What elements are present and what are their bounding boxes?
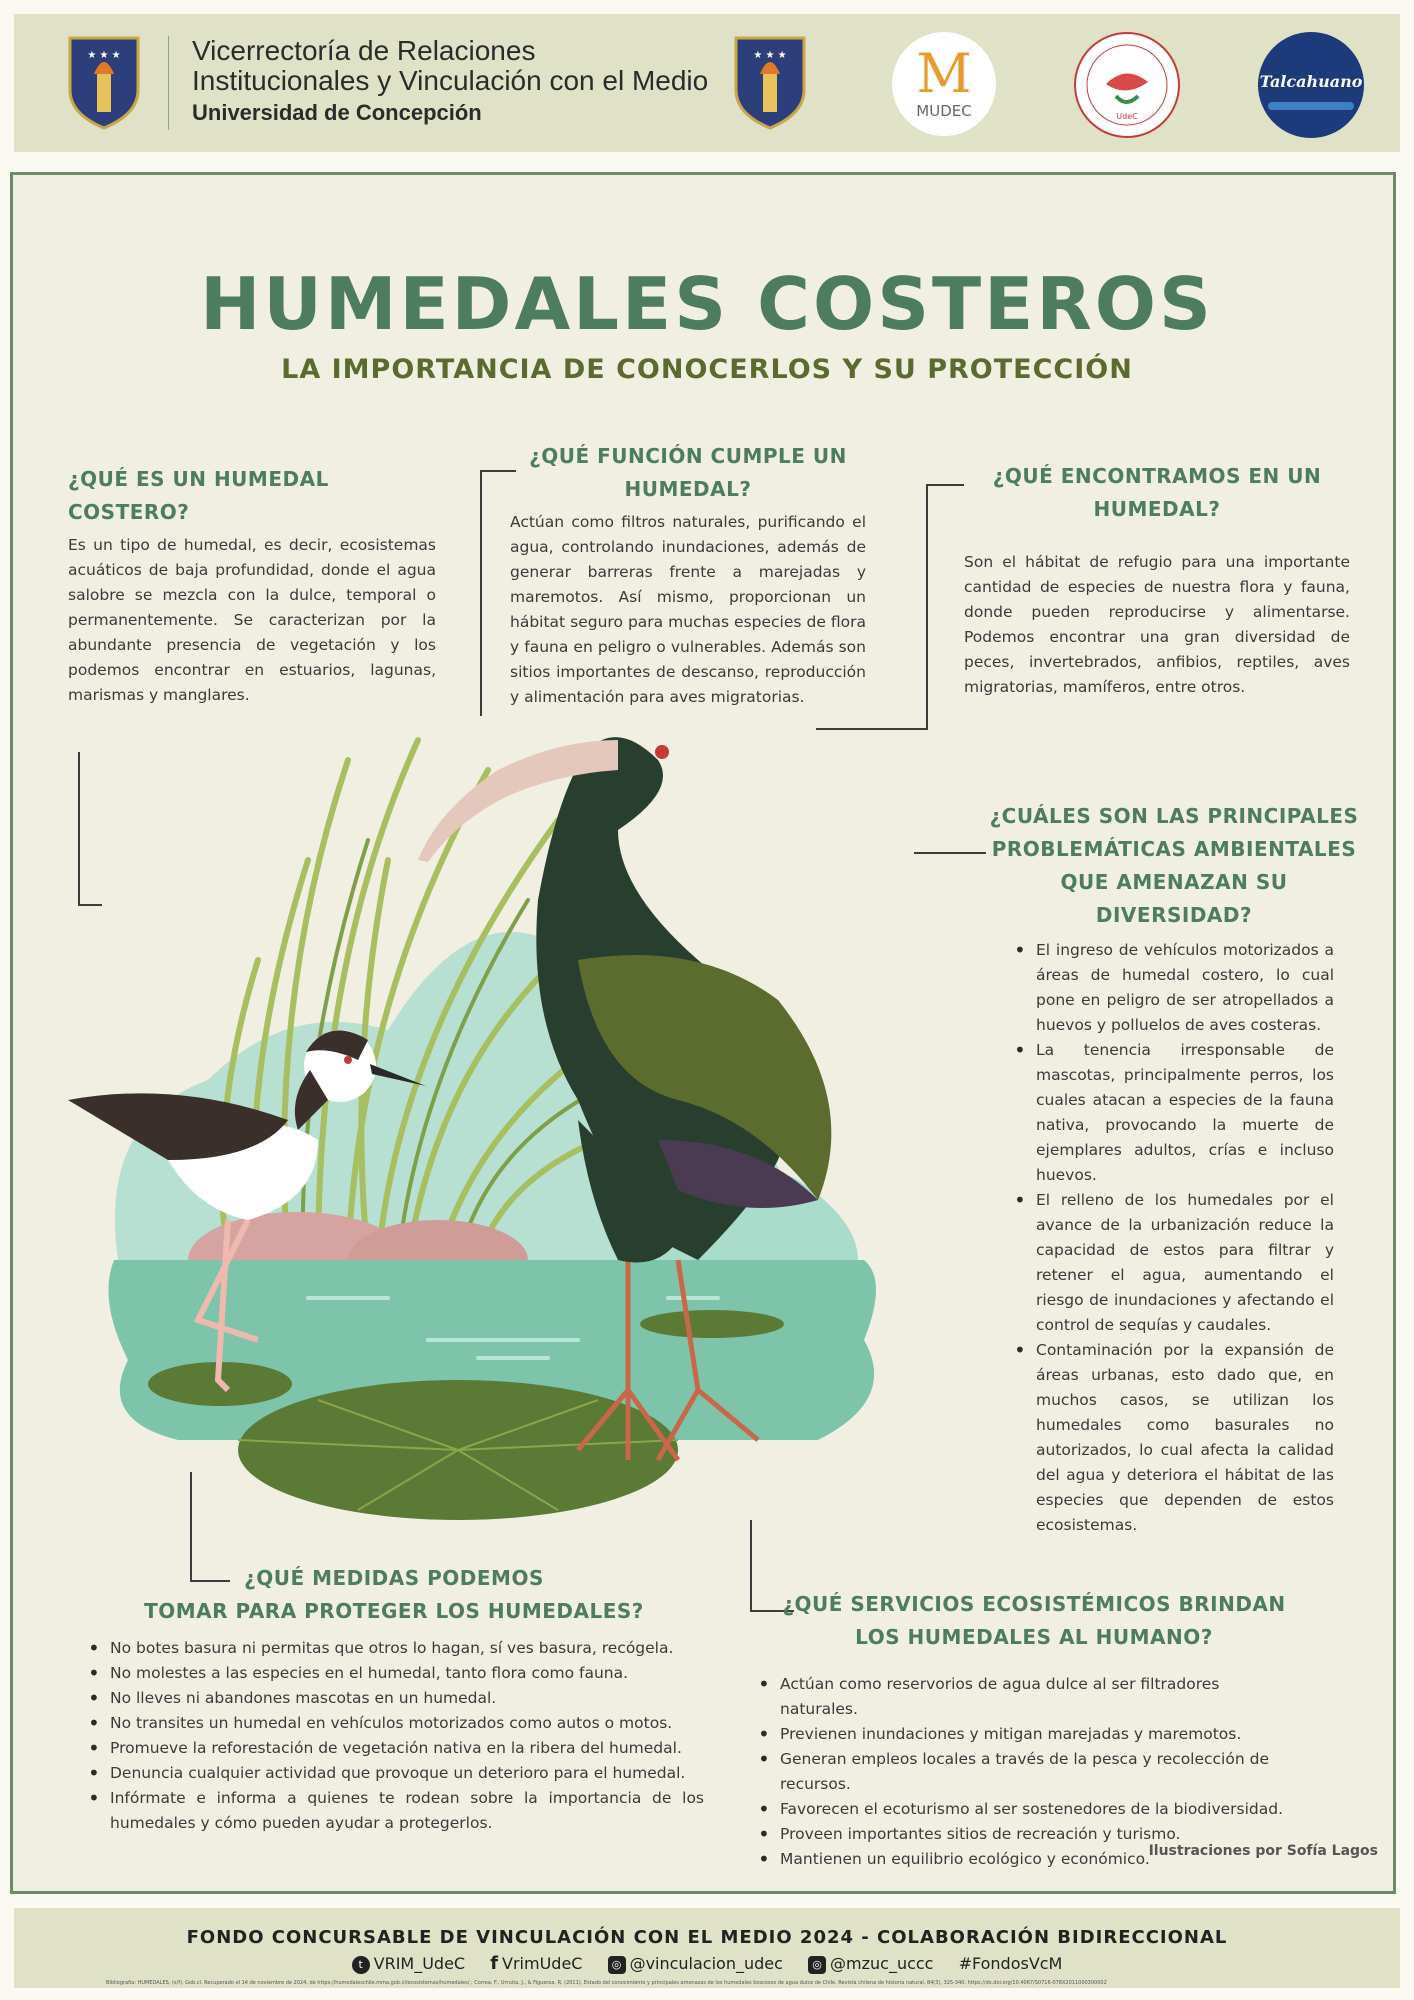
list-item: • Contaminación por la expansión de áreas urbanas, esto dado que, en muchos casos, se utilizan los humedales como basurales no autorizados, lo cual afecta la calidad del agua y deteriora el hábitat de las especies que dependen de estos ecosistemas. <box>1010 1338 1334 1538</box>
bibliography: Bibliografía: HUMEDALES. (s/f). Gob.cl. Recuperado el 14 de noviembre de 2024, de https://humedaleschile.mma.gob.cl/ecosistemas/humedales/ ; Correa, F., Urrutia, J., & Figueroa, R. (2011). Estado del conocimiento y principales amenazas de los humedales boscosos de agua dulce de Chile. Revista chilena de historia natural, 84(3), 325-340. https://dx.doi.org/10.4067/S0716-078X2011000300002 <box>106 1980 1107 1986</box>
list-item: • Proveen importantes sitios de recreación y turismo. <box>754 1822 1294 1847</box>
social-links <box>0 1953 1414 1974</box>
talcahuano-logo <box>1258 32 1364 138</box>
section-servicios <box>754 1588 1314 1872</box>
org-line-1: Vicerrectoría de Relaciones <box>192 35 536 66</box>
section-que-es <box>68 463 436 708</box>
list-item: • No botes basura ni permitas que otros lo hagan, sí ves basura, recógela. <box>84 1636 704 1661</box>
section-heading: ¿QUÉ ES UN HUMEDAL COSTERO? <box>68 467 329 524</box>
bracket-line <box>926 484 928 730</box>
instagram-link-2[interactable] <box>808 1954 933 1973</box>
heading-line: PROBLEMÁTICAS AMBIENTALES <box>991 837 1357 861</box>
facebook-link[interactable] <box>490 1954 582 1973</box>
instagram-handle-1: @vinculacion_udec <box>629 1954 783 1973</box>
hashtag: #FondosVcM <box>958 1954 1063 1973</box>
list-item: • No transites un humedal en vehículos motorizados como autos o motos. <box>84 1711 704 1736</box>
list-item: • Generan empleos locales a través de la pesca y recolección de recursos. <box>754 1747 1294 1797</box>
list-item: • Promueve la reforestación de vegetación nativa en la ribera del humedal. <box>84 1736 704 1761</box>
heading-line: ¿QUÉ FUNCIÓN CUMPLE UN <box>529 444 847 468</box>
facebook-handle: VrimUdeC <box>502 1954 583 1973</box>
section-heading <box>984 800 1364 932</box>
illustration-credit: Ilustraciones por Sofía Lagos <box>1148 1843 1378 1859</box>
mudec-logo <box>892 32 996 136</box>
wave-icon <box>1268 102 1354 110</box>
instagram-icon: ◎ <box>808 1956 826 1974</box>
section-problematicas <box>984 800 1364 1538</box>
heading-line: LOS HUMEDALES AL HUMANO? <box>855 1625 1213 1649</box>
heading-line: ¿QUÉ MEDIDAS PODEMOS <box>244 1566 544 1590</box>
university-name: Universidad de Concepción <box>192 100 482 125</box>
footer-band <box>14 1908 1400 1988</box>
udec-shield-logo-icon <box>732 34 808 132</box>
bracket-line <box>926 484 964 486</box>
bracket-line <box>750 1520 752 1612</box>
section-text: Es un tipo de humedal, es decir, ecosistemas acuáticos de baja profundidad, donde el agua salobre se mezcla con la dulce, temporal o permanentemente. Se caracterizan por la abundante presencia de vegetación y los podemos encontrar en estuarios, lagunas, marismas y manglares. <box>68 536 436 704</box>
page-title: HUMEDALES COSTEROS <box>200 262 1214 346</box>
heading-line: ¿CUÁLES SON LAS PRINCIPALES <box>989 804 1359 828</box>
instagram-link-1[interactable] <box>608 1954 783 1973</box>
faculty-logo <box>1074 32 1180 138</box>
faculty-label: UdeC <box>1116 112 1138 121</box>
mudec-monogram-icon: M <box>916 42 972 105</box>
problematicas-list <box>1010 938 1334 1538</box>
bracket-line <box>480 470 482 716</box>
list-item: • El ingreso de vehículos motorizados a áreas de humedal costero, lo cual pone en peligro de ser atropellados a huevos y polluelos de aves costeras. <box>1010 938 1334 1038</box>
bracket-line <box>914 852 986 854</box>
svg-text:★ ★ ★: ★ ★ ★ <box>87 50 121 61</box>
mudec-label: MUDEC <box>916 102 972 120</box>
page-subtitle: LA IMPORTANCIA DE CONOCERLOS Y SU PROTECCIÓN <box>281 354 1133 385</box>
list-item: • Mantienen un equilibrio ecológico y económico. <box>754 1847 1294 1872</box>
section-heading <box>84 1562 704 1628</box>
list-item: • Infórmate e informa a quienes te rodean sobre la importancia de los humedales y cómo pueden ayudar a protegerlos. <box>84 1786 704 1836</box>
udec-shield-icon <box>66 34 142 132</box>
org-line-2: Institucionales y Vinculación con el Medio <box>192 65 709 96</box>
lily-pad <box>640 1310 784 1338</box>
list-item: • Denuncia cualquier actividad que provoque un deterioro para el humedal. <box>84 1761 704 1786</box>
list-item: • Previenen inundaciones y mitigan marejadas y maremotos. <box>754 1722 1294 1747</box>
section-heading <box>510 440 866 506</box>
section-heading <box>754 1588 1314 1654</box>
twitter-handle: VRIM_UdeC <box>373 1954 466 1973</box>
list-item: • No lleves ni abandones mascotas en un humedal. <box>84 1686 704 1711</box>
section-text: Son el hábitat de refugio para una importante cantidad de especies de nuestra flora y fauna, donde pueden reproducirse y alimentarse. Podemos encontrar una gran diversidad de peces, invertebrados, anfibios, reptiles, aves migratorias, mamíferos, entre otros. <box>964 553 1350 696</box>
list-item: • Actúan como reservorios de agua dulce al ser filtradores naturales. <box>754 1672 1294 1722</box>
heading-line: HUMEDAL? <box>624 477 752 501</box>
heading-line: ¿QUÉ SERVICIOS ECOSISTÉMICOS BRINDAN <box>782 1592 1286 1616</box>
wetland-illustration <box>58 700 964 1540</box>
heading-line: TOMAR PARA PROTEGER LOS HUMEDALES? <box>144 1599 644 1623</box>
twitter-link[interactable] <box>352 1954 465 1973</box>
talcahuano-label: Talcahuano <box>1259 72 1363 91</box>
section-medidas <box>84 1562 704 1836</box>
facebook-icon: f <box>490 1953 499 1974</box>
list-item: • La tenencia irresponsable de mascotas, principalmente perros, los cuales atacan a especies de la fauna nativa, provocando la muerte de ejemplares adultos, crías e incluso huevos. <box>1010 1038 1334 1188</box>
list-item: • Favorecen el ecoturismo al ser sostenedores de la biodiversidad. <box>754 1797 1294 1822</box>
section-encontramos <box>964 460 1350 700</box>
section-text: Actúan como filtros naturales, purificando el agua, controlando inundaciones, además de generar barreras frente a marejadas y maremotos. Así mismo, proporcionan un hábitat seguro para muchas especies de flora y fauna en peligro o vulnerables. Además son sitios importantes de descanso, reproducción y alimentación para aves migratorias. <box>510 513 866 706</box>
heading-line: QUE AMENAZAN SU DIVERSIDAD? <box>1060 870 1288 927</box>
list-item: • No molestes a las especies en el humedal, tanto flora como fauna. <box>84 1661 704 1686</box>
instagram-icon: ◎ <box>608 1956 626 1974</box>
header-divider <box>168 36 169 130</box>
servicios-list <box>754 1672 1294 1872</box>
footer-title: FONDO CONCURSABLE DE VINCULACIÓN CON EL MEDIO 2024 - COLABORACIÓN BIDIRECCIONAL <box>186 1927 1228 1948</box>
list-item: • El relleno de los humedales por el avance de la urbanización reduce la capacidad de estos para filtrar y retener el agua, aumentando el riesgo de inundaciones y afectando el control de sequías y caudales. <box>1010 1188 1334 1338</box>
svg-text:★ ★ ★: ★ ★ ★ <box>753 50 787 61</box>
medidas-list <box>84 1636 704 1836</box>
heading-line: HUMEDAL? <box>1093 497 1221 521</box>
heading-line: ¿QUÉ ENCONTRAMOS EN UN <box>992 464 1322 488</box>
section-heading <box>964 460 1350 526</box>
org-name <box>192 36 708 126</box>
section-funcion <box>510 440 866 710</box>
twitter-icon: t <box>352 1956 370 1974</box>
instagram-handle-2: @mzuc_uccc <box>830 1954 934 1973</box>
